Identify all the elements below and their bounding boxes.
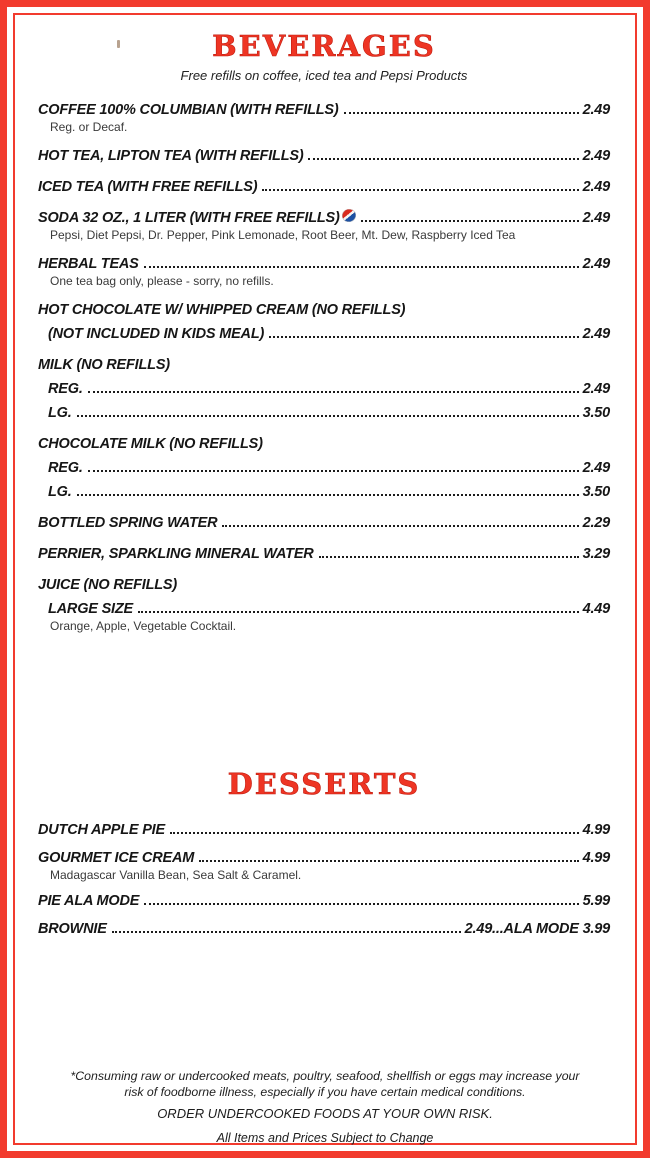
row-brownie [38, 920, 610, 938]
item-name: REG. [48, 381, 83, 397]
item-name: CHOCOLATE MILK (NO REFILLS) [38, 436, 263, 452]
item-description: Madagascar Vanilla Bean, Sea Salt & Caramel. [50, 868, 302, 882]
prices-subject-to-change-note: All Items and Prices Subject to Change [216, 1131, 434, 1145]
dot-leader [199, 860, 578, 862]
item-name: HOT CHOCOLATE W/ WHIPPED CREAM (NO REFILLS) [38, 302, 406, 318]
row-juice-large [38, 600, 610, 618]
dot-leader [88, 470, 579, 472]
item-name: DUTCH APPLE PIE [38, 822, 165, 838]
dot-leader [77, 494, 579, 496]
row-hot-chocolate [38, 301, 610, 319]
item-name: PIE ALA MODE [38, 893, 140, 909]
dot-leader [144, 266, 579, 268]
health-disclaimer-line1: *Consuming raw or undercooked meats, poultry, seafood, shellfish or eggs may increase your [70, 1069, 580, 1083]
undercooked-warning: ORDER UNDERCOOKED FOODS AT YOUR OWN RISK. [157, 1106, 493, 1121]
dot-leader [344, 112, 579, 114]
item-name: GOURMET ICE CREAM [38, 850, 195, 866]
dot-leader [361, 220, 579, 222]
item-price: 3.50 [582, 405, 610, 421]
item-price: 3.50 [582, 484, 610, 500]
item-name: REG. [48, 460, 83, 476]
beverages-section [38, 29, 610, 633]
row-juice [38, 576, 610, 594]
pepsi-globe-icon [340, 207, 357, 223]
dot-leader [77, 415, 579, 417]
beverages-subtitle: Free refills on coffee, iced tea and Pepsi Products [180, 68, 468, 83]
row-milk-lg [38, 404, 610, 422]
row-coffee [38, 101, 610, 119]
item-name: COFFEE 100% COLUMBIAN (WITH REFILLS) [38, 102, 339, 118]
item-price: 4.49 [582, 601, 610, 617]
item-name: BROWNIE [38, 921, 107, 937]
item-description: Pepsi, Diet Pepsi, Dr. Pepper, Pink Lemonade, Root Beer, Mt. Dew, Raspberry Iced Tea [50, 228, 516, 242]
row-dutch-apple-pie [38, 821, 610, 839]
item-name: LG. [48, 484, 72, 500]
item-name: LG. [48, 405, 72, 421]
row-milk [38, 356, 610, 374]
beverages-title: BEVERAGES [212, 29, 436, 63]
item-price: 2.49 [582, 381, 610, 397]
row-pie-ala-mode [38, 892, 610, 910]
health-disclaimer-line2: risk of foodborne illness, especially if you have certain medical conditions. [124, 1084, 526, 1099]
row-herbal-teas [38, 255, 610, 273]
row-chocolate-milk [38, 435, 610, 453]
row-milk-reg [38, 380, 610, 398]
row-gourmet-ice-cream [38, 849, 610, 867]
dot-leader [269, 336, 578, 338]
dot-leader [138, 611, 579, 613]
row-iced-tea [38, 178, 610, 196]
item-name: LARGE SIZE [48, 601, 134, 617]
row-chocolate-milk-reg [38, 459, 610, 477]
dot-leader [222, 525, 578, 527]
item-price: 2.29 [582, 515, 610, 531]
item-price: 2.49 [582, 148, 610, 164]
row-hot-tea [38, 147, 610, 165]
row-chocolate-milk-lg [38, 483, 610, 501]
dot-leader [112, 931, 461, 933]
item-name: (NOT INCLUDED IN KIDS MEAL) [48, 326, 265, 342]
item-price: 2.49 [582, 460, 610, 476]
item-price: 2.49 [582, 179, 610, 195]
menu-footer [31, 1069, 619, 1145]
item-name: ICED TEA (WITH FREE REFILLS) [38, 179, 258, 195]
item-price: 2.49 [582, 256, 610, 272]
desserts-title: DESSERTS [227, 767, 421, 801]
item-price: 2.49 [582, 326, 610, 342]
item-price: 4.99 [582, 822, 610, 838]
item-price: 2.49 [582, 102, 610, 118]
item-name: PERRIER, SPARKLING MINERAL WATER [38, 546, 314, 562]
item-description: Reg. or Decaf. [50, 120, 128, 134]
row-hot-chocolate-line2 [38, 325, 610, 343]
item-price: 3.29 [582, 546, 610, 562]
row-perrier [38, 545, 610, 563]
item-name: BOTTLED SPRING WATER [38, 515, 218, 531]
dot-leader [262, 189, 578, 191]
item-price: 5.99 [582, 893, 610, 909]
item-name: SODA 32 OZ., 1 LITER (WITH FREE REFILLS) [38, 210, 340, 226]
item-name: HERBAL TEAS [38, 256, 139, 272]
item-description: Orange, Apple, Vegetable Cocktail. [50, 619, 237, 633]
desserts-section [38, 767, 610, 938]
item-name: HOT TEA, LIPTON TEA (WITH REFILLS) [38, 148, 304, 164]
dot-leader [88, 391, 579, 393]
dot-leader [308, 158, 578, 160]
item-price: 2.49...ALA MODE 3.99 [464, 921, 610, 937]
item-name: MILK (NO REFILLS) [38, 357, 170, 373]
item-description: One tea bag only, please - sorry, no refills. [50, 274, 274, 288]
dot-leader [144, 903, 578, 905]
dot-leader [319, 556, 579, 558]
row-bottled-water [38, 514, 610, 532]
item-price: 2.49 [582, 210, 610, 226]
item-price: 4.99 [582, 850, 610, 866]
dot-leader [170, 832, 579, 834]
row-soda [38, 209, 610, 227]
item-name: JUICE (NO REFILLS) [38, 577, 177, 593]
